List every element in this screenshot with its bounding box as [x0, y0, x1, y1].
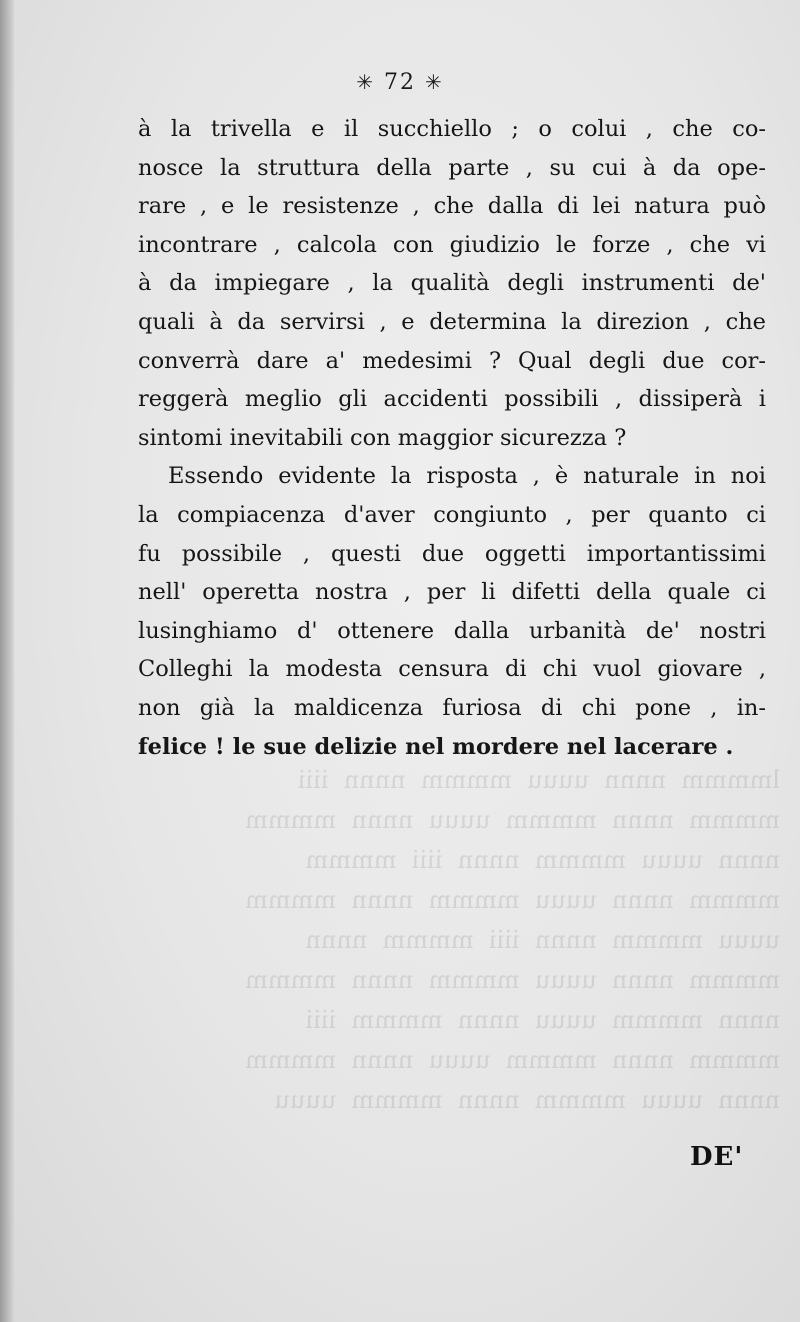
text-line: Colleghi la modesta censura di chi vuol giovare , — [138, 656, 766, 683]
catchword: DE' — [690, 1142, 744, 1172]
text-line: nosce la struttura della parte , su cui à da ope- — [138, 154, 766, 181]
text-line: incontrare , calcola con giudizio le forze , che vi — [138, 231, 766, 258]
text-line: à la trivella e il succhiello ; o colui , che co- — [138, 116, 766, 142]
text-line: non già la maldicenza furiosa di chi pone , in- — [138, 694, 766, 721]
paragraph-start-line: Essendo evidente la risposta , è naturale in noi — [168, 463, 766, 490]
text-line: converrà dare a' medesimi ? Qual degli due cor- — [138, 347, 766, 374]
ornament-right-icon: ✳ — [425, 70, 444, 94]
text-line: lusinghiamo d' ottenere dalla urbanità de' nostri — [138, 617, 766, 644]
bleed-through-texture: lmmmm nnnn uuuu mmmm nnnn iiii mmmm nnnn mmmm uuuu nnnn mmmm nnnn uuuu mmmm nnnn iiii mmmm mmmm nnnn uuuu mmmm nnnn mmmm uuuu mmmm nnnn iiii mmmm nnnn mmmm nnnn uuuu mmmm nnnn mmmm nnnn mmmm uuuu nnnn mmmm iiii mmmm nnnn mmmm uuuu nnnn mmmm nnnn uuuu mmmm nnnn mmmm uuuu — [245, 766, 780, 1114]
page-header — [0, 70, 800, 95]
text-line: sintomi inevitabili con maggior sicurezza ? — [138, 424, 627, 451]
page-number: 72 — [384, 70, 416, 95]
page-edge-shadow — [0, 0, 14, 1322]
text-line: à da impiegare , la qualità degli instrumenti de' — [138, 270, 766, 297]
text-line: nell' operetta nostra , per li difetti della quale ci — [138, 579, 766, 606]
final-text-line: felice ! le sue delizie nel mordere nel lacerare . — [138, 733, 734, 760]
text-line: quali à da servirsi , e determina la direzion , che — [138, 308, 766, 335]
text-line: rare , e le resistenze , che dalla di lei natura può — [138, 193, 766, 220]
text-line: la compiacenza d'aver congiunto , per quanto ci — [138, 501, 766, 528]
text-line: reggerà meglio gli accidenti possibili , dissiperà i — [138, 386, 766, 413]
text-line: fu possibile , questi due oggetti importantissimi — [138, 540, 766, 567]
ornament-left-icon: ✳ — [356, 70, 375, 94]
body-text — [138, 110, 766, 766]
